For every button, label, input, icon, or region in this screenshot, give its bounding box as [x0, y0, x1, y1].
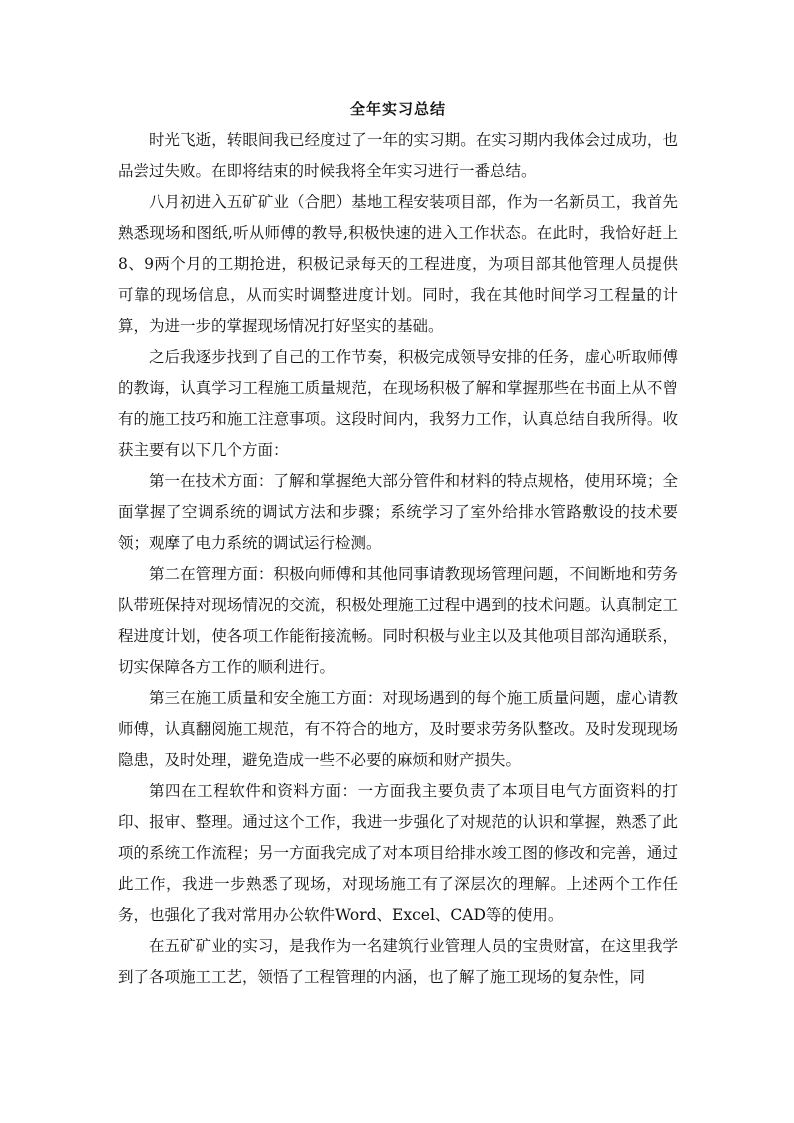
document-title: 全年实习总结	[349, 100, 446, 118]
paragraph-quality-safety: 第三在施工质量和安全施工方面：对现场遇到的每个施工质量问题，虚心请教师傅，认真翻阅施工规范，有不符合的地方，及时要求劳务队整改。及时发现现场隐患，及时处理，避免造成一些不必要的麻烦和财产损失。	[118, 689, 678, 769]
paragraph-conclusion: 在五矿矿业的实习，是我作为一名建筑行业管理人员的宝贵财富，在这里我学到了各项施工工艺，领悟了工程管理的内涵，也了解了施工现场的复杂性，同	[118, 937, 678, 986]
paragraph-joining: 八月初进入五矿矿业（合肥）基地工程安装项目部，作为一名新员工，我首先熟悉现场和图纸,听从师傅的教导,积极快速的进入工作状态。在此时，我恰好赶上8、9两个月的工期抢进，积极记录每天的工程进度，为项目部其他管理人员提供可靠的现场信息，从而实时调整进度计划。同时，我在其他时间学习工程量的计算，为进一步的掌握现场情况打好坚实的基础。	[118, 193, 678, 335]
paragraph-work-rhythm: 之后我逐步找到了自己的工作节奏，积极完成领导安排的任务，虚心听取师傅的教诲，认真学习工程施工质量规范，在现场积极了解和掌握那些在书面上从不曾有的施工技巧和施工注意事项。这段时间内，我努力工作，认真总结自我所得。收获主要有以下几个方面：	[118, 348, 678, 459]
paragraph-intro: 时光飞逝，转眼间我已经度过了一年的实习期。在实习期内我体会过成功，也品尝过失败。在即将结束的时候我将全年实习进行一番总结。	[118, 131, 678, 180]
paragraph-management: 第二在管理方面：积极向师傅和其他同事请教现场管理问题，不间断地和劳务队带班保持对现场情况的交流，积极处理施工过程中遇到的技术问题。认真制定工程进度计划，使各项工作能衔接流畅。同时积极与业主以及其他项目部沟通联系，切实保障各方工作的顺利进行。	[118, 565, 678, 676]
paragraph-technical: 第一在技术方面：了解和掌握绝大部分管件和材料的特点规格，使用环境；全面掌握了空调系统的调试方法和步骤；系统学习了室外给排水管路敷设的技术要领；观摩了电力系统的调试运行检测。	[118, 472, 678, 552]
document-body	[118, 97, 678, 993]
paragraph-software-documents: 第四在工程软件和资料方面：一方面我主要负责了本项目电气方面资料的打印、报审、整理。通过这个工作，我进一步强化了对规范的认识和掌握，熟悉了此项的系统工作流程；另一方面我完成了对本项目给排水竣工图的修改和完善，通过此工作，我进一步熟悉了现场，对现场施工有了深层次的理解。上述两个工作任务，也强化了我对常用办公软件Word、Excel、CAD等的使用。	[118, 782, 678, 924]
